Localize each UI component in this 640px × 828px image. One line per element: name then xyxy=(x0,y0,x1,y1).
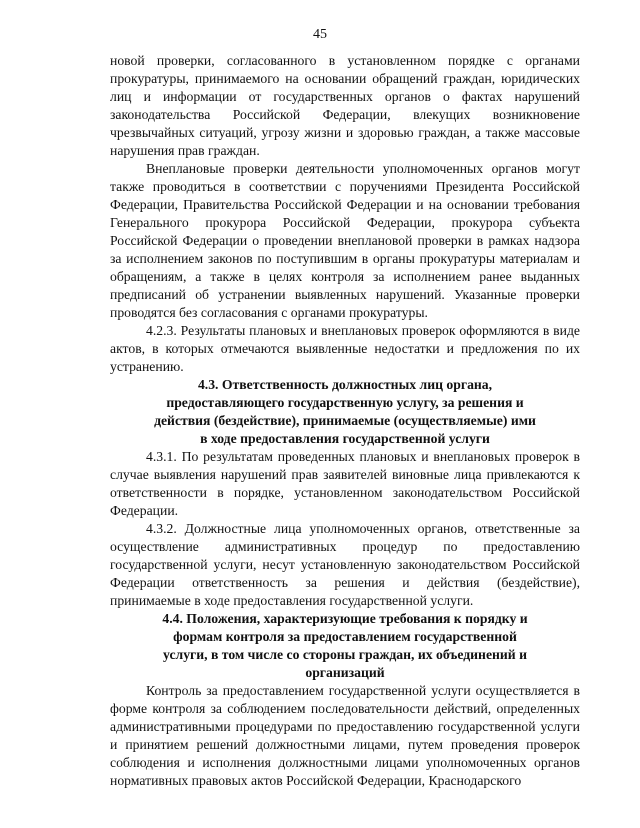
paragraph-4-2-3: 4.2.3. Результаты плановых и внеплановых проверок оформляются в виде актов, в которых отмечаются выявленные недостатки и предложения по их устранению. xyxy=(110,323,580,374)
paragraph-continuation: новой проверки, согласованного в установленном порядке с органами прокуратуры, принимаемого на основании обращений граждан, юридических лиц и информации от государственных органов о фактах нарушений законодательства Российской Федерации, влекущих возникновение чрезвычайных ситуаций, угрозу жизни и здоровью граждан, а также массовые нарушения прав граждан. xyxy=(110,53,580,158)
paragraph-4-3-2: 4.3.2. Должностные лица уполномоченных органов, ответственные за осуществление административных процедур по предоставлению государственной услуги, несут установленную законодательством Российской Федерации ответственность за решения и действия (бездействие), принимаемые в ходе предоставления государственной услуги. xyxy=(110,521,580,608)
section-heading-4-4: 4.4. Положения, характеризующие требования к порядку и формам контроля за предоставлением государственной услуги, в том числе со стороны граждан, их объединений и организаций xyxy=(162,611,528,680)
section-heading-4-3: 4.3. Ответственность должностных лиц органа, предоставляющего государственную услугу, за решения и действия (бездействие), принимаемые (осуществляемые) ими в ходе предоставления государственной услуги xyxy=(154,377,536,446)
paragraph-4-3-1: 4.3.1. По результатам проведенных плановых и внеплановых проверок в случае выявления нарушений прав заявителей виновные лица привлекаются к ответственности в порядке, установленном законодательством Российской Федерации. xyxy=(110,449,580,518)
paragraph-control: Контроль за предоставлением государственной услуги осуществляется в форме контроля за соблюдением последовательности действий, определенных административными процедурами по предоставлению государственной услуги и принятием решений должностными лицами, путем проведения проверок соблюдения и исполнения должностными лицами уполномоченных органов нормативных правовых актов Российской Федерации, Краснодарского xyxy=(110,683,580,788)
paragraph-unplanned-inspections: Внеплановые проверки деятельности уполномоченных органов могут также проводиться в соответствии с поручениями Президента Российской Федерации, Правительства Российской Федерации и на основании требования Генерального прокурора Российской Федерации, прокурора субъекта Российской Федерации о проведении внеплановой проверки в рамках надзора за исполнением законов по поступившим в органы прокуратуры материалам и обращениям, а также в целях контроля за исполнением ранее выданных предписаний об устранении выявленных нарушений. Указанные проверки проводятся без согласования с органами прокуратуры. xyxy=(110,161,580,320)
page-number: 45 xyxy=(313,27,327,42)
document-body xyxy=(110,52,580,790)
